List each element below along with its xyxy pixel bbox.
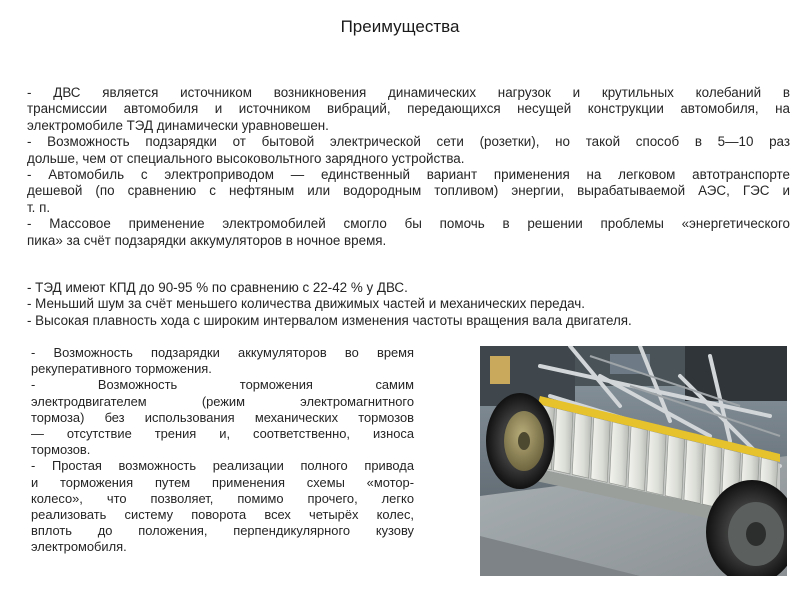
ev-battery-chassis-photo [480, 346, 787, 576]
text-line: - ТЭД имеют КПД до 90-95 % по сравнению с 22-42 % у ДВС. [27, 280, 408, 295]
advantages-paragraph-3 [31, 345, 414, 556]
text-line: пика» за счёт подзарядки аккумуляторов в ночное время. [27, 232, 387, 248]
text-line: дешевой (по сравнению с нефтяным или водородным топливом) энергии, вырабатываемой АЭС, ГЭС и [27, 183, 790, 199]
text-line: реализовать систему поворота всех четырёх колес, [31, 507, 414, 523]
text-line: и торможения путем применения схемы «мотор- [31, 474, 414, 490]
text-line: рекуперативного торможения. [31, 361, 212, 377]
text-line: - Меньший шум за счёт меньшего количества движимых частей и механических передач. [27, 296, 585, 312]
text-line: колесо», что позволяет, помимо прочего, легко [31, 490, 414, 506]
advantages-paragraph-1 [27, 85, 790, 249]
text-line: - Высокая плавность хода с широким интервалом изменения частоты вращения вала двигателя. [27, 312, 632, 328]
battery-cell [628, 426, 647, 491]
battery-cell [647, 431, 666, 495]
text-line: электромобиле ТЭД динамически уравновешен. [27, 117, 329, 133]
battery-cell [609, 422, 628, 487]
text-line: электромобиля. [31, 539, 127, 555]
battery-cell [554, 408, 573, 473]
text-line: вплоть до положения, перпендикулярного кузову [31, 523, 414, 539]
battery-cell [591, 417, 610, 482]
text-line: электродвигателем (режим электромагнитного [31, 393, 414, 409]
text-line: - Массовое применение электромобилей смогло бы помочь в решении проблемы «энергетического [27, 216, 790, 232]
text-line: тормоза) без использования механических тормозов [31, 409, 414, 425]
text-line: — отсутствие трения и, соответственно, износа [31, 426, 414, 442]
text-line: трансмиссии автомобиля и источником вибраций, передающихся несущей конструкции автомобиля, на [27, 101, 790, 117]
text-line: - Возможность подзарядки от бытовой электрической сети (розетки), но такой способ в 5—10 раз [27, 134, 790, 150]
text-line: дольше, чем от специального высоковольтного зарядного устройства. [27, 150, 465, 166]
battery-cell [684, 440, 703, 504]
page-title: Преимущества [340, 17, 460, 36]
text-line: тормозов. [31, 442, 91, 458]
text-line: - Автомобиль с электроприводом — единственный вариант применения на легковом автотранспорте [27, 167, 790, 183]
text-line: - Возможность торможения самим [31, 377, 414, 393]
text-line: - ДВС является источником возникновения динамических нагрузок и крутильных колебаний в [27, 85, 790, 100]
text-line: - Простая возможность реализации полного привода [31, 458, 414, 474]
battery-cell [572, 413, 591, 478]
advantages-paragraph-2 [27, 280, 790, 329]
text-line: - Возможность подзарядки аккумуляторов во время [31, 345, 414, 360]
text-line: т. п. [27, 199, 51, 215]
battery-cell [665, 435, 684, 499]
